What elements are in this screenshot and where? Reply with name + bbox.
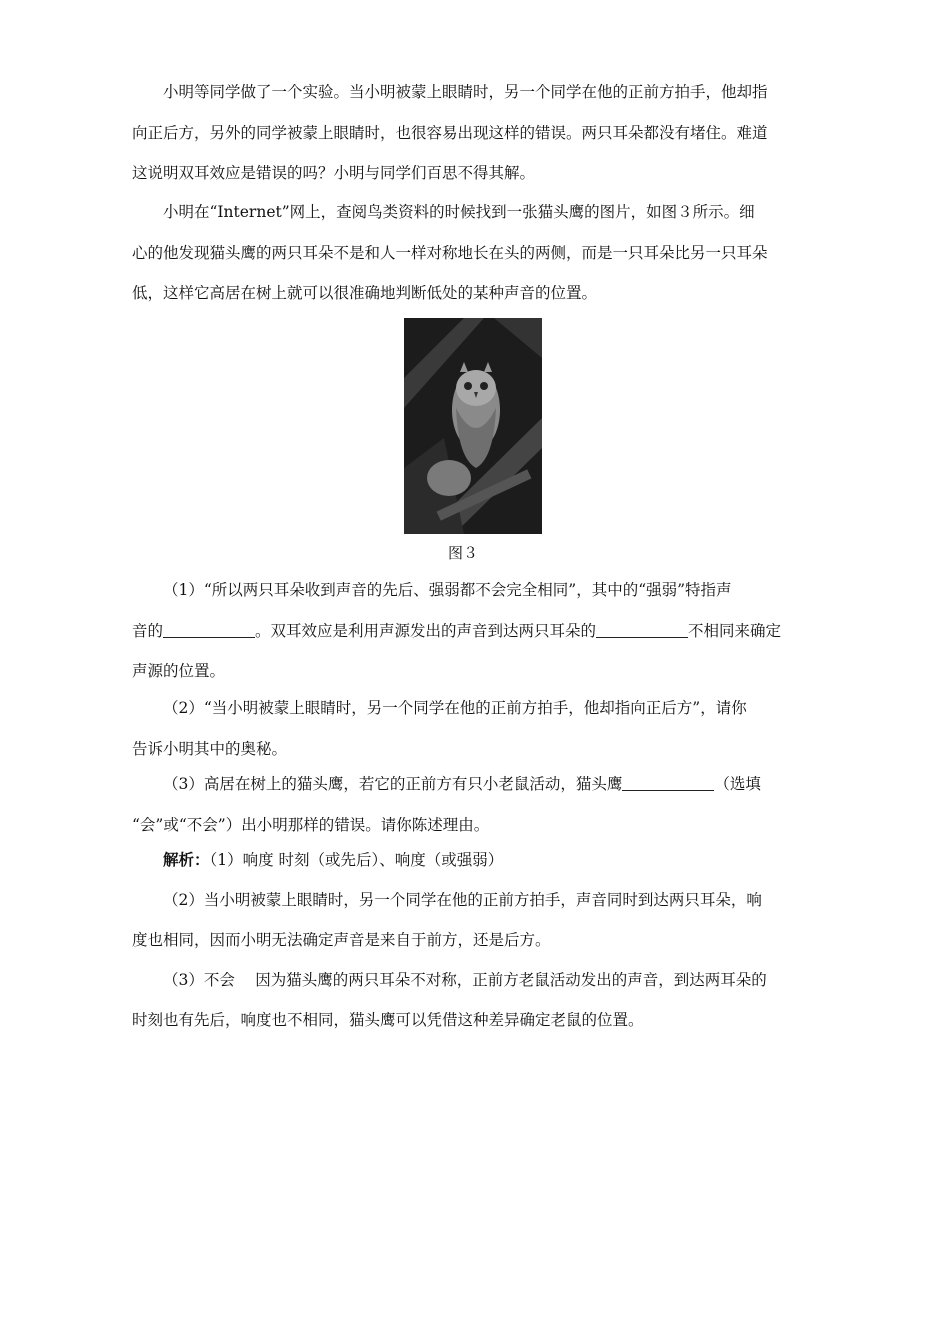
text-line: 度也相同，因而小明无法确定声音是来自于前方，还是后方。 (132, 931, 551, 949)
text-segment: 。双耳效应是利用声源发出的声音到达两只耳朵的 (255, 621, 597, 640)
text-segment: 音的 (132, 621, 164, 640)
owl-photo-icon (404, 318, 542, 534)
text-line: 向正后方，另外的同学被蒙上眼睛时，也很容易出现这样的错误。两只耳朵都没有堵住。难道 (132, 123, 768, 142)
text-line: “会”或“不会”）出小明那样的错误。请你陈述理由。 (132, 815, 490, 834)
text-line: （1）“所以两只耳朵收到声音的先后、强弱都不会完全相同”，其中的“强弱”特指声 (163, 581, 732, 599)
text-line: 声源的位置。 (132, 662, 226, 680)
answer-blank (622, 774, 714, 791)
text-line: 心的他发现猫头鹰的两只耳朵不是和人一样对称地长在头的两侧，而是一只耳朵比另一只耳朵 (132, 243, 768, 262)
text-line: 这说明双耳效应是错误的吗？小明与同学们百思不得其解。 (132, 164, 536, 182)
text-line: 告诉小明其中的奥秘。 (132, 739, 288, 758)
paragraph-experiment (132, 72, 818, 194)
question-3 (132, 764, 818, 845)
text-segment: 不相同来确定 (688, 621, 782, 640)
text-line (132, 611, 818, 652)
answer-label: 解析： (163, 850, 210, 869)
paragraph-owl (132, 192, 818, 314)
figure-caption: 图３ (448, 544, 479, 562)
text-line: 低，这样它高居在树上就可以很准确地判断低处的某种声音的位置。 (132, 284, 598, 302)
text-segment: （1）响度 时刻（或先后）、响度（或强弱） (209, 851, 504, 869)
owl-photo (404, 318, 542, 534)
text-line: 小明等同学做了一个实验。当小明被蒙上眼睛时，另一个同学在他的正前方拍手，他却指 (163, 83, 768, 101)
answer-blank (163, 621, 255, 638)
question-2 (132, 688, 818, 769)
answer-blank (596, 621, 688, 638)
text-line: （2）“当小明被蒙上眼睛时，另一个同学在他的正前方拍手，他却指向正后方”，请你 (163, 699, 747, 717)
answer-section (132, 840, 818, 1040)
text-line: （3）不会 因为猫头鹰的两只耳朵不对称，正前方老鼠活动发出的声音，到达两耳朵的 (163, 971, 767, 989)
text-line: 小明在“Internet”网上，查阅鸟类资料的时候找到一张猫头鹰的图片，如图３所示。细 (163, 203, 755, 221)
text-line (132, 764, 818, 805)
answer-line-1 (132, 840, 818, 880)
text-segment: （3）高居在树上的猫头鹰，若它的正前方有只小老鼠活动，猫头鹰 (163, 775, 623, 793)
text-line: （2）当小明被蒙上眼睛时，另一个同学在他的正前方拍手，声音同时到达两只耳朵，响 (163, 891, 762, 909)
question-1 (132, 570, 818, 692)
text-line: 时刻也有先后，响度也不相同，猫头鹰可以凭借这种差异确定老鼠的位置。 (132, 1011, 644, 1029)
text-segment: （选填 (714, 775, 761, 793)
